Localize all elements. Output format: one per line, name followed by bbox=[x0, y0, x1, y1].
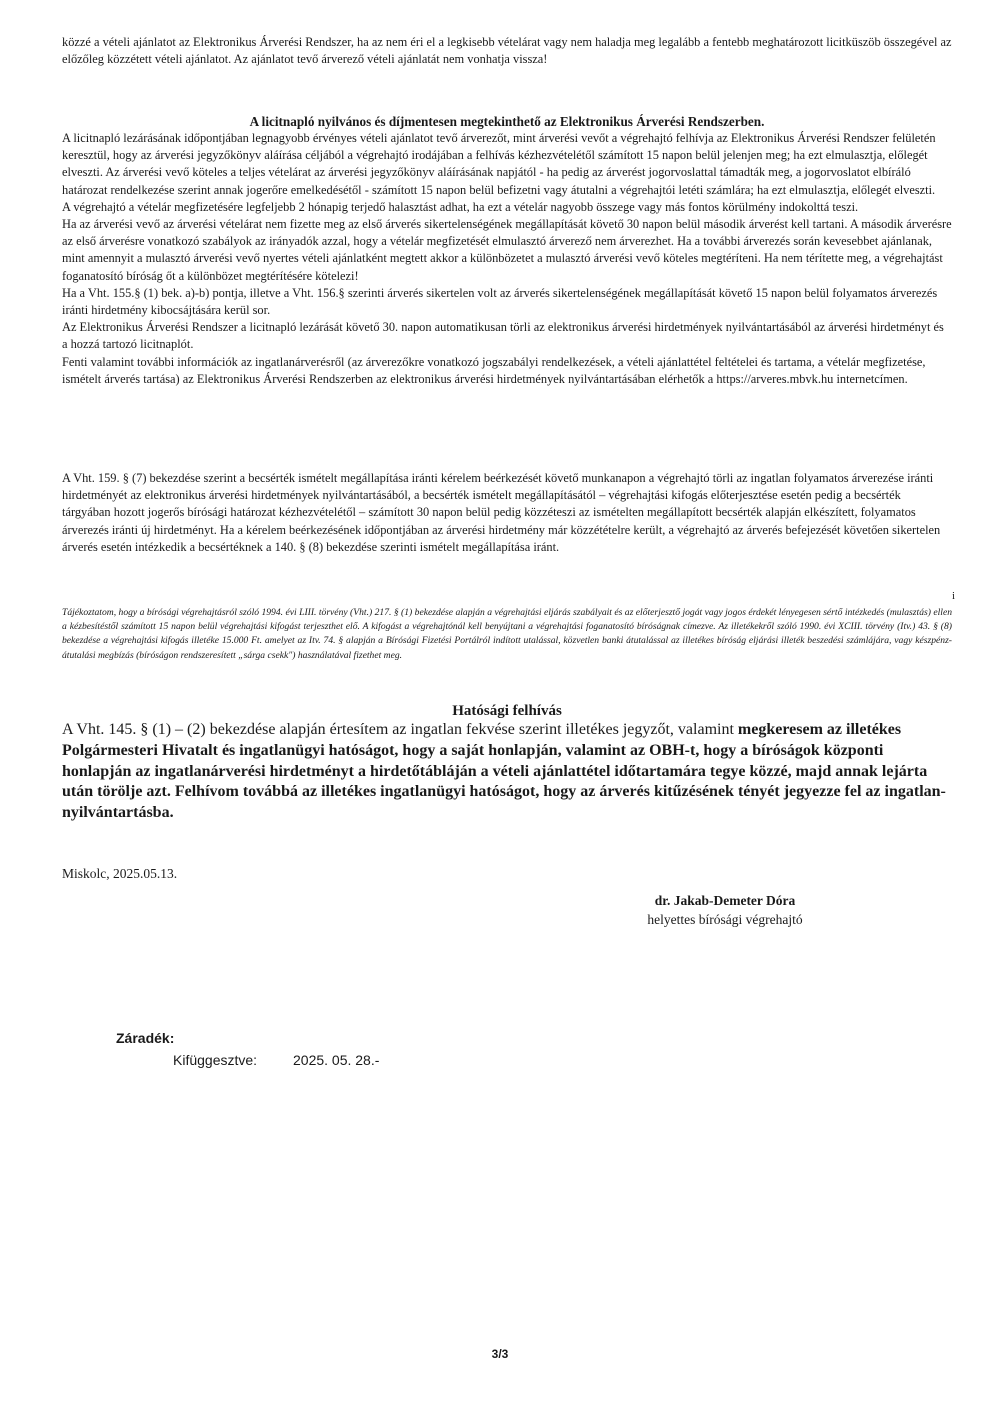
paragraph-further-info: Fenti valamint további információk az ingatlanárverésről (az árverezőkre vonatkozó jogszabályi rendelkezések, a vételi ajánlattétel feltételei és tartama, a vételár megfizetése, ismételt árverés tartása) az Elektronikus Árverési Rendszerben az elektronikus árverési hirdetmények nyilvántartásában elérhetők a https://arveres.mbvk.hu internetcímen. bbox=[62, 354, 926, 386]
clause-heading: Záradék: bbox=[116, 1030, 175, 1046]
official-notice-body bbox=[62, 720, 952, 824]
paragraph-payment-deferral: A végrehajtó a vételár megfizetésére legfeljebb 2 hónapig terjedő halasztást adhat, ha ezt a vételár nagyobb összege vagy más fontos körülmény indokolttá teszi. bbox=[62, 199, 859, 214]
posted-label: Kifüggesztve: bbox=[173, 1052, 258, 1068]
intro-paragraph: közzé a vételi ajánlatot az Elektronikus Árverési Rendszer, ha az nem éri el a legkisebb vételárat vagy nem haladja meg legalább a fentebb meghatározott licitküszöb összegével az előzőleg közzétett vételi ajánlatot. Az ajánlatot tevő árverező vételi ajánlatát nem vonhatja vissza! bbox=[62, 35, 952, 67]
official-notice-emphasis: megkeresem az illetékes Polgármesteri Hivatalt és ingatlanügyi hatóságot, hogy a saját honlapján, valamint az OBH-t, hogy a bíróságok központi honlapján az ingatlanárverési hirdetményt a hirdetőtábláján a vételi ajánlattétel időtartamára tegye közzé, majd annak lejárta után törölje azt. Felhívom továbbá az illetékes ingatlanügyi hatóságot, hogy az árverés kitűzésének tényét jegyezze fel az ingatlan-nyilvántartásba. bbox=[62, 721, 946, 822]
paragraph-auto-deletion: Az Elektronikus Árverési Rendszer a licitnapló lezárását követő 30. napon automatikusan törli az elektronikus árverési hirdetmények nyilvántartásából az árverési hirdetményt és a hozzá tartozó licitnaplót. bbox=[62, 320, 944, 352]
vht-159-paragraph bbox=[62, 470, 952, 556]
signer-title: helyettes bírósági végrehajtó bbox=[647, 912, 803, 927]
page-number: 3/3 bbox=[491, 1347, 509, 1361]
section-heading: A licitnapló nyilvános és díjmentesen megtekinthető az Elektronikus Árverési Rendszerben. bbox=[249, 114, 765, 129]
legal-remedy-notice: Tájékoztatom, hogy a bírósági végrehajtásról szóló 1994. évi LIII. törvény (Vht.) 217. § (1) bekezdése alapján a végrehajtási eljárás szabályait és az előterjesztő jogát vagy jogos érdekét lényegesen sértő intézkedés (mulasztás) ellen a kézbesítéstől számított 15 napon belül végrehajtási kifogást terjeszthet elő. A kifogást a végrehajtónál kell benyújtani a végrehajtási foganatosító bíróságnak címezve. Az illetékekről szóló 1990. évi XCIII. törvény (Itv.) 43. § (8) bekezdése a végrehajtási kifogás illetéke 15.000 Ft. amelyet az Itv. 74. § alapján a Bírósági Fizetési Portálról indított utalással, közvetlen banki átutalással az illetékes bíróság eljárási illeték beszedési számlájára, vagy készpénz-átutalási megbízás (bíróságon rendszeresített „sárga csekk") használatával fizethet meg. bbox=[62, 607, 952, 661]
paragraph-continuous-auction: Ha a Vht. 155.§ (1) bek. a)-b) pontja, illetve a Vht. 156.§ szerinti árverés sikertelen volt az árverés sikertelenségének megállapítását követő 15 napon belül folyamatos árverezés iránti hirdetmény kibocsájtására kerül sor. bbox=[62, 285, 938, 318]
margin-mark: i bbox=[952, 590, 956, 602]
paragraph-buyer-obligations: A licitnapló lezárásának időpontjában legnagyobb érvényes vételi ajánlatot tevő árverezőt, mint árverési vevőt a végrehajtó felhívja az Elektronikus Árverési Rendszer felületén keresztül, hogy az árverési jegyzőkönyv aláírása céljából a végrehajtó irodájában a felhívás kézhezvételétől számított 15 napon belül jelenjen meg; ha ezt elmulasztja, előlegét elveszti. Az árverési vevő köteles a teljes vételárat az árverési jegyzőkönyv aláírásának napjától - ha pedig az árverést jogorvoslattal támadták meg, a jogorvoslatot elbíráló határozat rendelkezése szerint annak jogerőre emelkedésétől - számított 15 napon belül befizetni vagy átutalni a végrehajtói letéti számlára; ha ezt elmulasztja, előlegét elveszti. bbox=[62, 131, 936, 197]
official-notice-lead: A Vht. 145. § (1) – (2) bekezdése alapján értesítem az ingatlan fekvése szerint illetékes jegyzőt, valamint bbox=[62, 721, 738, 738]
section-body bbox=[62, 130, 952, 388]
vht-159-text: A Vht. 159. § (7) bekezdése szerint a becsérték ismételt megállapítása iránti kérelem beérkezését követő munkanapon a végrehajtó törli az ingatlan folyamatos árverezése iránti hirdetményét az elektronikus árverési hirdetmények nyilvántartásából, a becsérték ismételt megállapításától – végrehajtási kifogás előterjesztése esetén pedig a becsérték tárgyában hozott jogerős bírósági határozat kézhezvételétől – számított 30 napon belül pedig közzéteszi az ismételten megállapított becsérték alapján elkészített, folyamatos árverezés iránti új hirdetményt. Ha a kérelem beérkezésének időpontjában az árverési hirdetmény már közzétételre került, a végrehajtó az árverés befejezését követően sikertelen árverés esetén intézkedik a becsértéknek a 140. § (8) bekezdése szerinti ismételt megállapítása iránt. bbox=[62, 471, 941, 554]
signer-name: dr. Jakab-Demeter Dóra bbox=[654, 893, 796, 908]
paragraph-second-auction: Ha az árverési vevő az árverési vételárat nem fizette meg az első árverés sikertelenségének megállapítását követő 30 napon belül második árverést kell tartani. A második árverésre az első árverésre vonatkozó szabályok az irányadók azzal, hogy a vételár megfizetését elmulasztó árverező nem árverezhet. Ha a további árverezés során kevesebbet ajánlanak, mint amennyit a mulasztó árverési vevő nyertes vételi ajánlatként megtett akkor a különbözetet a mulasztó árverési vevő köteles megtéríteni. Ha nem térítette meg, a végrehajtást foganatosító bíróság őt a különbözet megtérítésére kötelezi! bbox=[62, 217, 952, 283]
place-and-date: Miskolc, 2025.05.13. bbox=[62, 866, 178, 881]
official-notice-heading: Hatósági felhívás bbox=[452, 703, 562, 719]
posted-date: 2025. 05. 28.- bbox=[293, 1052, 380, 1068]
